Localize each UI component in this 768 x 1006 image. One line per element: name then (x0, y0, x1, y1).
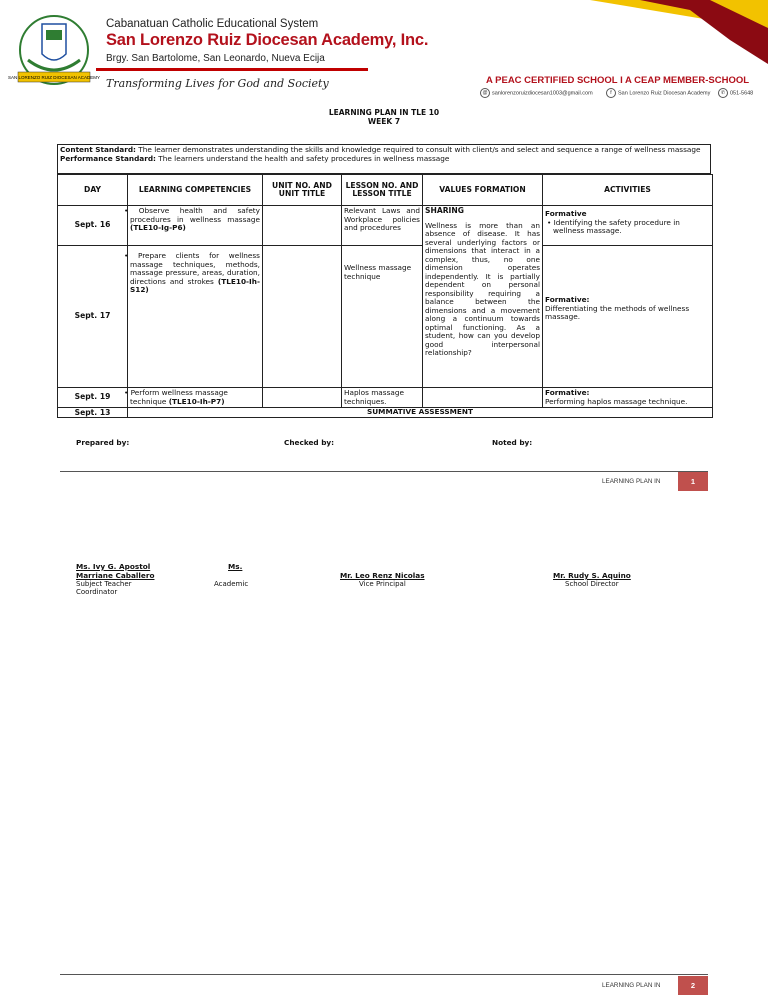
row-competency (124, 388, 263, 408)
vice-principal-role: Vice Principal (359, 580, 406, 588)
plan-title: LEARNING PLAN IN TLE 10 (328, 108, 440, 117)
row-unit (263, 206, 342, 246)
row-values (423, 206, 543, 388)
logo-ribbon-text: SAN LORENZO RUIZ DIOCESAN ACADEMY (7, 75, 101, 80)
teacher-role: Subject Teacher (76, 580, 132, 588)
footer-divider-1 (60, 471, 708, 472)
performance-standard-text: The learners understand the health and safety procedures in wellness massage (155, 154, 450, 163)
page-number-1: 1 (678, 472, 708, 491)
activity-label: Formative (545, 209, 587, 218)
page-number-2: 2 (678, 976, 708, 995)
coordinator-name-prefix: Ms. (228, 562, 243, 571)
corner-decoration (560, 0, 768, 64)
competency-code: (TLE10-Ig-P6) (130, 223, 186, 232)
row-activity (543, 246, 713, 388)
content-standard-label: Content Standard: (60, 145, 136, 154)
phone-text: 051-5648 (730, 90, 754, 97)
content-standard (60, 145, 708, 154)
row-activity (543, 206, 713, 246)
school-name: San Lorenzo Ruiz Diocesan Academy, Inc. (106, 31, 429, 49)
header-activities: ACTIVITIES (543, 175, 713, 206)
plan-week: WEEK 7 (367, 117, 401, 126)
school-motto: Transforming Lives for God and Society (106, 77, 329, 90)
coordinator-name: Marriane Caballero (76, 571, 155, 580)
contact-facebook (606, 88, 710, 98)
table-row (58, 388, 713, 408)
row-competency (124, 246, 263, 388)
row-lesson: Haplos massage techniques. (342, 388, 423, 408)
footer-divider-2 (60, 974, 708, 975)
competency-code: (TLE10-Ih-S12) (130, 276, 260, 294)
content-standard-text: The learner demonstrates understanding the skills and knowledge required to consult with client/s and select and sequence a range of wellness massage (135, 145, 701, 154)
system-name: Cabanatuan Catholic Educational System (106, 18, 319, 30)
summative-assessment: SUMMATIVE ASSESSMENT (128, 408, 713, 418)
row-lesson: Relevant Laws and Workplace policies and procedures (342, 206, 423, 246)
activity-text: Performing haplos massage technique. (545, 396, 688, 406)
row-activity (543, 388, 713, 408)
row-competency (124, 206, 263, 246)
activity-text: • Identifying the safety procedure in wellness massage. (547, 217, 680, 235)
standards-box (57, 144, 711, 174)
footer-label-2: LEARNING PLAN IN (602, 982, 661, 989)
header-divider (96, 68, 368, 71)
director-name: Mr. Rudy S. Aquino (553, 571, 631, 580)
row-unit (263, 246, 342, 388)
contact-phone (718, 88, 753, 98)
school-seal-logo (7, 10, 101, 94)
row-day: Sept. 16 (58, 206, 128, 246)
row-lesson: Wellness massage technique (342, 246, 423, 388)
row-day: Sept. 17 (58, 246, 128, 388)
row-day: Sept. 19 (58, 388, 128, 408)
header-lesson: LESSON NO. AND LESSON TITLE (342, 175, 423, 206)
coordinator-role: Coordinator (76, 588, 118, 596)
competency-text: • Observe health and safety procedures in wellness massage (124, 206, 260, 224)
table-row (58, 206, 713, 246)
activity-label: Formative: (545, 388, 590, 397)
activity-label: Formative: (545, 295, 590, 304)
email-text: sanlorenzoruizdiocesan1003@gmail.com (492, 90, 593, 97)
footer-label-1: LEARNING PLAN IN (602, 478, 661, 485)
director-role: School Director (565, 580, 619, 588)
row-values (423, 388, 543, 408)
certification-text: A PEAC CERTIFIED SCHOOL I A CEAP MEMBER-SCHOOL (486, 75, 750, 86)
vice-principal-name: Mr. Leo Renz Nicolas (340, 571, 425, 580)
facebook-text: San Lorenzo Ruiz Diocesan Academy (618, 90, 711, 97)
email-icon: @ (480, 88, 490, 98)
performance-standard-label: Performance Standard: (60, 154, 156, 163)
table-row (58, 246, 713, 388)
noted-by-label: Noted by: (492, 438, 533, 447)
header-unit: UNIT NO. AND UNIT TITLE (263, 175, 342, 206)
competency-text: • Perform wellness massage technique (124, 388, 228, 406)
table-header-row (58, 175, 713, 206)
checked-by-label: Checked by: (284, 438, 335, 447)
teacher-name: Ms. Ivy G. Apostol (76, 562, 151, 571)
phone-icon: ✆ (718, 88, 728, 98)
header-competencies: LEARNING COMPETENCIES (128, 175, 263, 206)
header-values: VALUES FORMATION (423, 175, 543, 206)
values-text: Wellness is more than an absence of disease. It has several underlying factors or dimensions that interact in a complex, thus, no one dimension operates independently. It is partially dependent on personal responsibility requiring a balance between the dimensions and a movement along a continuum towards optimal functioning. As a student, how can you develop good interpersonal relationship? (425, 220, 540, 357)
header-day: DAY (58, 175, 128, 206)
activity-text: Differentiating the methods of wellness massage. (545, 303, 690, 321)
contact-email (480, 88, 593, 98)
school-address: Brgy. San Bartolome, San Leonardo, Nueva Ecija (106, 53, 325, 64)
letterhead (0, 0, 768, 106)
values-label: SHARING (425, 206, 464, 215)
facebook-icon: f (606, 88, 616, 98)
competency-text: • Prepare clients for wellness massage techniques, methods, massage pressure, areas, duration, directions and strokes (124, 251, 260, 286)
row-unit (263, 388, 342, 408)
coordinator-role-prefix: Academic (214, 580, 249, 588)
learning-plan-table (57, 174, 713, 418)
competency-code: (TLE10-Ih-P7) (168, 396, 225, 406)
summative-day: Sept. 13 (58, 408, 128, 418)
summative-row (58, 408, 713, 418)
prepared-by-label: Prepared by: (76, 438, 130, 447)
performance-standard (60, 154, 708, 163)
